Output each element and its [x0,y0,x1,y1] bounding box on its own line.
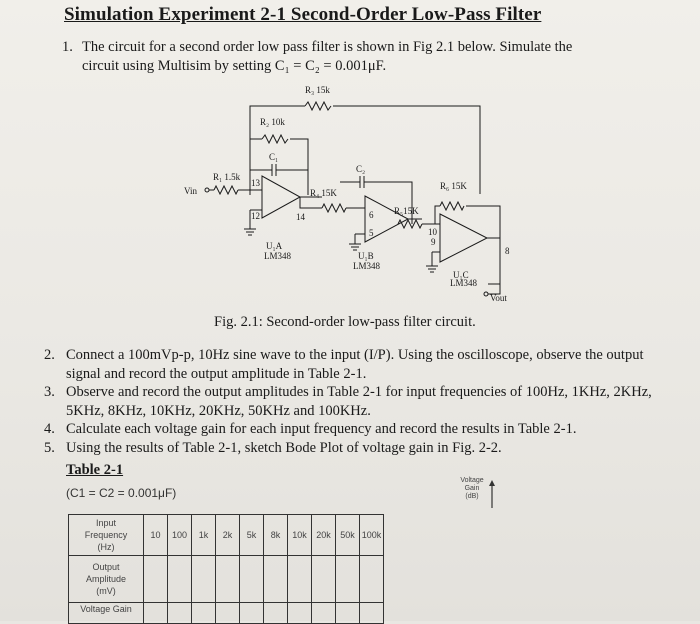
label-pin12: 12 [251,211,260,221]
row-label-gain: Voltage Gain [69,603,144,624]
resistor-r1 [214,186,238,194]
step-text: Calculate each voltage gain for each input frequency and record the results in Table 2-1. [66,421,577,437]
label-r6: R₆ 15K [440,181,467,191]
row-label-line: Frequency [84,530,128,540]
output-terminal [484,292,488,296]
gain-cell[interactable] [168,603,192,624]
label-pin10: 10 [428,227,437,237]
amplitude-cell[interactable] [192,556,216,603]
step-2 [44,346,674,383]
wire-u1b-ground [349,234,365,250]
freq-cell: 100k [360,515,384,556]
freq-cell: 50k [336,515,360,556]
label-pin6: 6 [369,210,374,220]
amplitude-cell[interactable] [312,556,336,603]
step-3 [44,383,674,420]
table-note: (C1 = C2 = 0.001μF) [66,486,177,500]
step-list [44,346,674,457]
step-1-line-2: circuit using Multisim by setting C₁ = C₂ = 0.001μF. [82,58,387,74]
gain-cell[interactable] [288,603,312,624]
figure-caption: Fig. 2.1: Second-order low-pass filter circuit. [214,314,476,330]
gain-cell[interactable] [216,603,240,624]
freq-cell: 10k [288,515,312,556]
data-table [68,514,384,624]
step-number: 5. [44,439,55,456]
label-vin: Vin [184,186,197,196]
label-c1: C₁ [269,152,279,162]
wire-r6 [435,206,500,258]
circuit-diagram [150,84,530,308]
amplitude-cell[interactable] [240,556,264,603]
capacitor-c2 [340,176,412,224]
freq-cell: 8k [264,515,288,556]
gain-cell[interactable] [360,603,384,624]
amplitude-cell[interactable] [216,556,240,603]
label-pin9: 9 [431,237,436,247]
amplitude-cell[interactable] [144,556,168,603]
amplitude-cell[interactable] [336,556,360,603]
row-label-line: (Hz) [97,542,115,552]
step-number: 3. [44,384,55,400]
table-row-amplitude [69,556,384,603]
row-label-line: (mV) [96,586,116,596]
freq-cell: 10 [144,515,168,556]
step-1-line-1: The circuit for a second order low pass filter is shown in Fig 2.1 below. Simulate the [82,39,573,55]
label-r1: R₁ 1.5k [213,172,241,182]
resistor-r6 [440,202,464,210]
row-label-amplitude [69,556,144,603]
label-u1b: U₁B [358,251,374,261]
document-title: Simulation Experiment 2-1 Second-Order Low-Pass Filter [64,4,542,25]
freq-cell: 100 [168,515,192,556]
label-u1a-part: LM348 [264,251,291,261]
label-u1c: U₁C [453,270,469,280]
label-pin5: 5 [369,228,374,238]
row-label-line: Amplitude [85,574,127,584]
step-number: 4. [44,421,55,437]
label-u1b-part: LM348 [353,261,380,271]
label-r4: R₄ 15K [310,188,337,198]
amplitude-cell[interactable] [360,556,384,603]
input-terminal [205,188,209,192]
step-4 [44,420,674,439]
capacitor-c1 [250,164,308,176]
label-r5: R₅15K [394,206,419,216]
table-row-frequency [69,515,384,556]
gain-cell[interactable] [240,603,264,624]
freq-cell: 2k [216,515,240,556]
opamp-u1c [440,214,487,262]
freq-cell: 1k [192,515,216,556]
amplitude-cell[interactable] [288,556,312,603]
label-vout: Vout [490,293,507,303]
opamp-u1a [262,176,300,218]
label-c2: C₂ [356,164,366,174]
gain-cell[interactable] [312,603,336,624]
gain-cell[interactable] [264,603,288,624]
row-label-line: Output [92,562,120,572]
label-u1a: U₁A [266,241,283,251]
wire-u1c-out [487,238,500,284]
resistor-r3 [305,102,331,110]
row-label-frequency [69,515,144,556]
table-title: Table 2-1 [66,462,124,478]
wire-r4 [300,197,365,208]
resistor-r5 [398,220,422,228]
wire-u1c-ground [426,252,440,272]
step-number: 1. [62,39,73,55]
gain-cell[interactable] [144,603,168,624]
step-text: Observe and record the output amplitudes in Table 2-1 for input frequencies of 100Hz, 1KHz, 2KHz, 5KHz, 8KHz, 10KHz, 20KHz, 50KHz and 100KHz. [66,384,652,419]
step-5 [44,439,674,458]
label-r3: R₃ 15k [305,85,330,95]
label-pin8: 8 [505,246,510,256]
graph-ylabel [452,477,492,501]
graph-ylabel-line: Voltage [460,477,484,484]
amplitude-cell[interactable] [264,556,288,603]
graph-ylabel-line: (dB) [465,493,479,500]
graph-y-axis [487,478,497,508]
step-number: 2. [44,347,55,363]
amplitude-cell[interactable] [168,556,192,603]
label-pin13: 13 [251,178,260,188]
table-row-gain [69,603,384,624]
resistor-r2 [262,135,288,143]
gain-cell[interactable] [336,603,360,624]
step-text: Using the results of Table 2-1, sketch Bode Plot of voltage gain in Fig. 2-2. [66,439,502,456]
step-text: Connect a 100mVp-p, 10Hz sine wave to the input (I/P). Using the oscilloscope, observe the output signal and record the output amplitude in Table 2-1. [66,347,644,382]
label-r2: R₂ 10k [260,117,285,127]
freq-cell: 20k [312,515,336,556]
label-pin14: 14 [296,212,305,222]
graph-ylabel-line: Gain [464,485,480,492]
resistor-r4 [322,204,346,212]
freq-cell: 5k [240,515,264,556]
row-label-line: Input [95,518,117,528]
gain-cell[interactable] [192,603,216,624]
step-1 [62,38,662,76]
label-u1c-part: LM348 [450,278,477,288]
